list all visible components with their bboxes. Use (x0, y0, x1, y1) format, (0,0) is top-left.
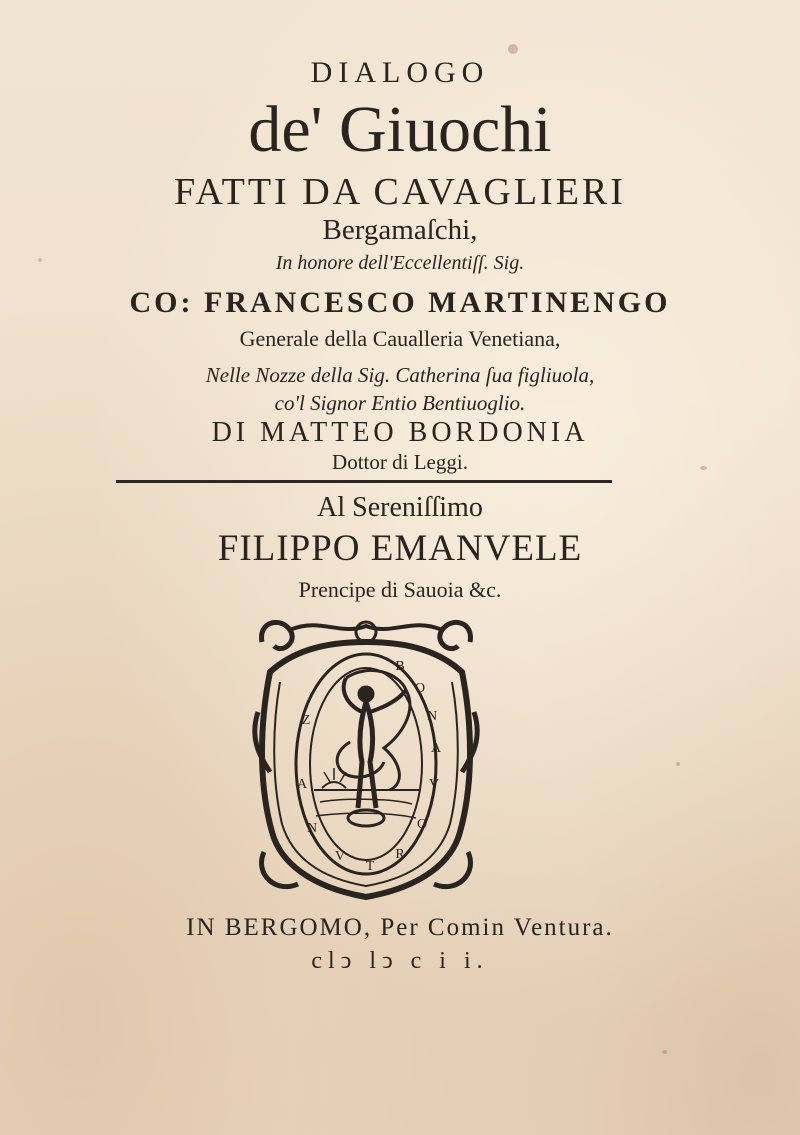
foxing-spot (508, 44, 518, 54)
occasion-line-1: Nelle Nozze della Sig. Catherina ſua figliuola, (205, 363, 595, 387)
motto-letter: A (430, 741, 442, 756)
motto-letter: O (416, 817, 428, 832)
motto-letter: N (306, 821, 318, 836)
motto-letter: T (365, 859, 375, 874)
imprint-place-printer: IN BERGOMO, Per Comin Ventura. (186, 914, 614, 941)
title-fatti-da-cavaglieri: FATTI DA CAVAGLIERI (174, 171, 626, 213)
motto-letter: V (428, 777, 440, 792)
printers-emblem-icon (250, 612, 482, 902)
author-degree: Dottor di Leggi. (332, 450, 468, 474)
honor-line: In honore dell'Eccellentiſſ. Sig. (275, 252, 525, 274)
motto-letter: Z (301, 713, 311, 728)
motto-letter: O (414, 681, 426, 696)
count-name: CO: FRANCESCO MARTINENGO (129, 286, 671, 319)
foxing-spot (676, 762, 680, 766)
motto-letter: B (395, 659, 405, 674)
addressee-name: FILIPPO EMANVELE (217, 528, 583, 569)
count-title: Generale della Caualleria Venetiana, (239, 326, 561, 351)
motto-letter: R (395, 847, 405, 862)
divider-rule (116, 480, 612, 483)
title-bergamaschi: Bergamaſchi, (322, 214, 478, 246)
imprint-date: clↄ lↄ c i i. (311, 948, 489, 974)
motto-letter: A (296, 777, 308, 792)
addressee-line-1: Al Sereniſſimo (317, 492, 483, 523)
title-de-giuochi: de' Giuochi (248, 93, 552, 166)
title-dialogo: DIALOGO (310, 56, 490, 89)
addressee-title: Prencipe di Sauoia &c. (298, 577, 502, 602)
motto-letter: V (334, 849, 346, 864)
motto-letter: N (426, 709, 438, 724)
author-name: DI MATTEO BORDONIA (211, 417, 589, 448)
occasion-line-2: co'l Signor Entio Bentiuoglio. (274, 391, 526, 415)
foxing-spot (662, 1050, 667, 1054)
